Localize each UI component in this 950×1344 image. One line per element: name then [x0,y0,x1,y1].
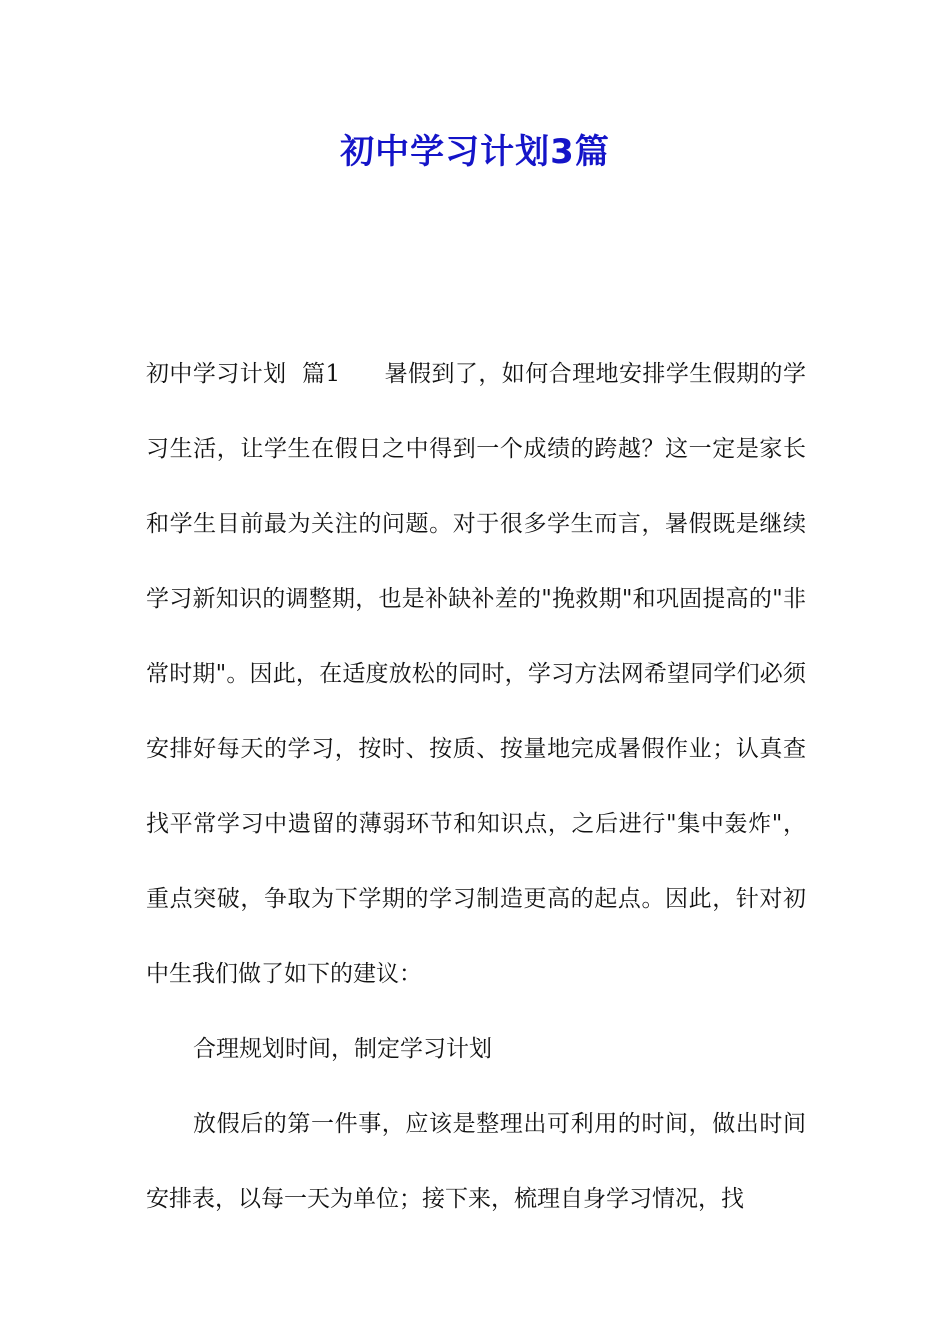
document-title: 初中学习计划3篇 [340,132,610,172]
section-label: 初中学习计划 篇1 [146,361,341,387]
paragraph-3: 放假后的第一件事，应该是整理出可利用的时间，做出时间安排表，以每一天为单位；接下来，梳理自身学习情况，找 [146,1111,806,1212]
paragraph-1 [146,337,806,1012]
document-body [146,337,806,1237]
paragraph-2: 合理规划时间，制定学习计划 [193,1036,492,1062]
paragraph-1-text: 暑假到了，如何合理地安排学生假期的学习生活，让学生在假日之中得到一个成绩的跨越？这一定是家长和学生目前最为关注的问题。对于很多学生而言，暑假既是继续学习新知识的调整期，也是补缺补差的"挽救期"和巩固提高的"非常时期"。因此，在适度放松的同时，学习方法网希望同学们必须安排好每天的学习，按时、按质、按量地完成暑假作业；认真查找平常学习中遗留的薄弱环节和知识点，之后进行"集中轰炸"，重点突破，争取为下学期的学习制造更高的起点。因此，针对初中生我们做了如下的建议： [146,361,806,987]
